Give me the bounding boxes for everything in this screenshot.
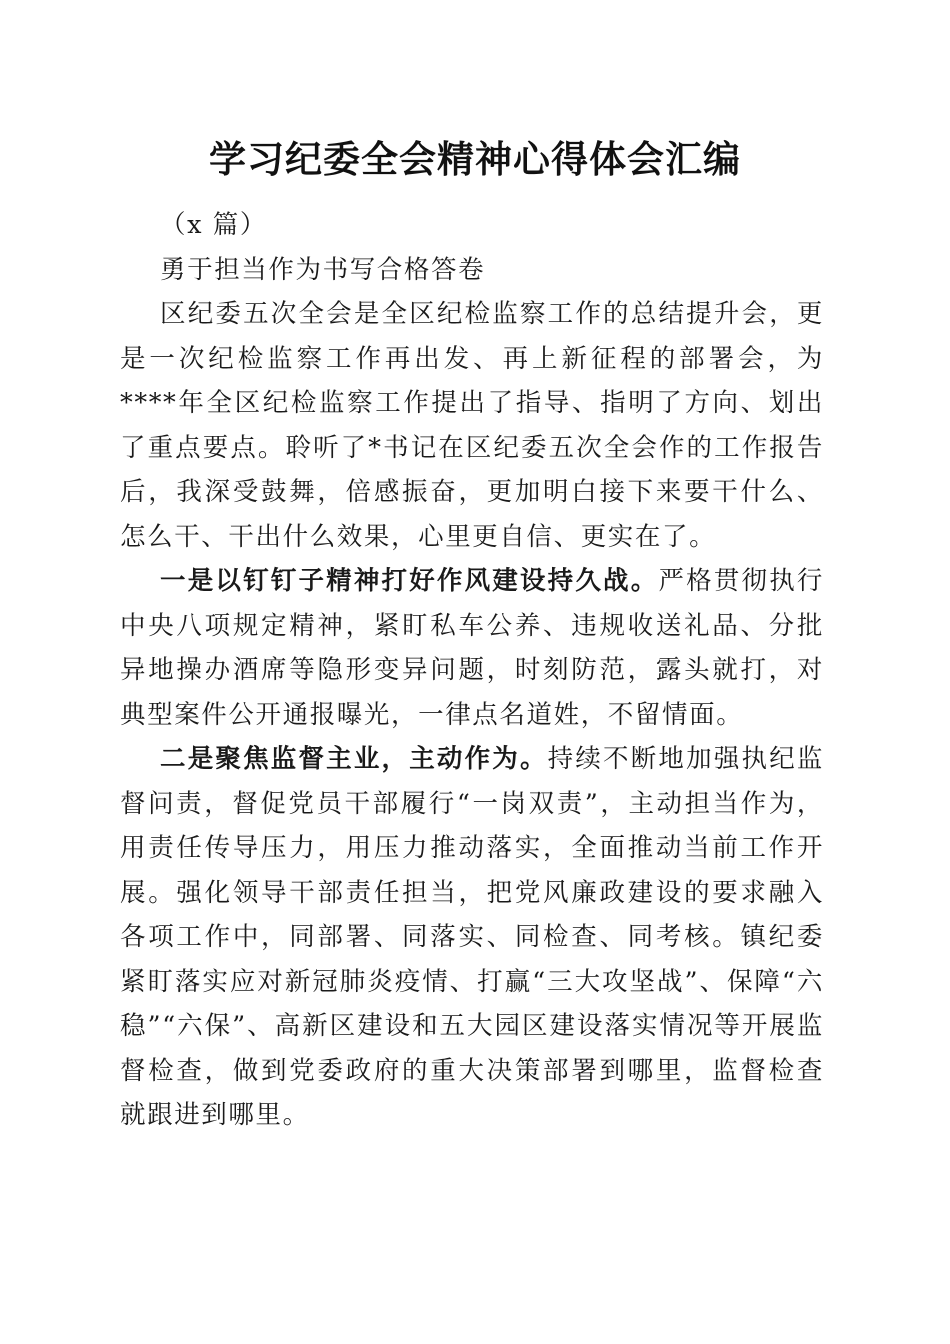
paragraph-point-two	[120, 737, 824, 1138]
paragraph-text: 持续不断地加强执纪监督问责，督促党员干部履行“一岗双责”，主动担当作为，用责任传导压力，用压力推动落实，全面推动当前工作开展。强化领导干部责任担当，把党风廉政建设的要求融入各项工作中，同部署、同落实、同检查、同考核。镇纪委紧盯落实应对新冠肺炎疫情、打赢“三大攻坚战”、保障“六稳”“六保”、高新区建设和五大园区建设落实情况等开展监督检查，做到党委政府的重大决策部署到哪里，监督检查就跟进到哪里。	[120, 744, 824, 1130]
paragraph-lead: 二是聚焦监督主业，主动作为。	[160, 744, 548, 774]
paragraph-text: 区纪委五次全会是全区纪检监察工作的总结提升会，更是一次纪检监察工作再出发、再上新征程的部署会，为****年全区纪检监察工作提出了指导、指明了方向、划出了重点要点。聆听了*书记在区纪委五次全会作的工作报告后，我深受鼓舞，倍感振奋，更加明白接下来要干什么、怎么干、干出什么效果，心里更自信、更实在了。	[120, 299, 824, 552]
document-body	[120, 203, 824, 1138]
paragraph-intro	[120, 292, 824, 559]
paragraph-point-one	[120, 559, 824, 737]
section-label: （x 篇）	[160, 210, 267, 240]
paragraph-lead: 一是以钉钉子精神打好作风建设持久战。	[160, 566, 659, 596]
document-title: 学习纪委全会精神心得体会汇编	[209, 137, 741, 181]
paragraph-text: 严格贯彻执行中央八项规定精神，紧盯私车公养、违规收送礼品、分批异地操办酒席等隐形变异问题，时刻防范，露头就打，对典型案件公开通报曝光，一律点名道姓，不留情面。	[120, 566, 824, 730]
article-title: 勇于担当作为书写合格答卷	[160, 254, 486, 285]
